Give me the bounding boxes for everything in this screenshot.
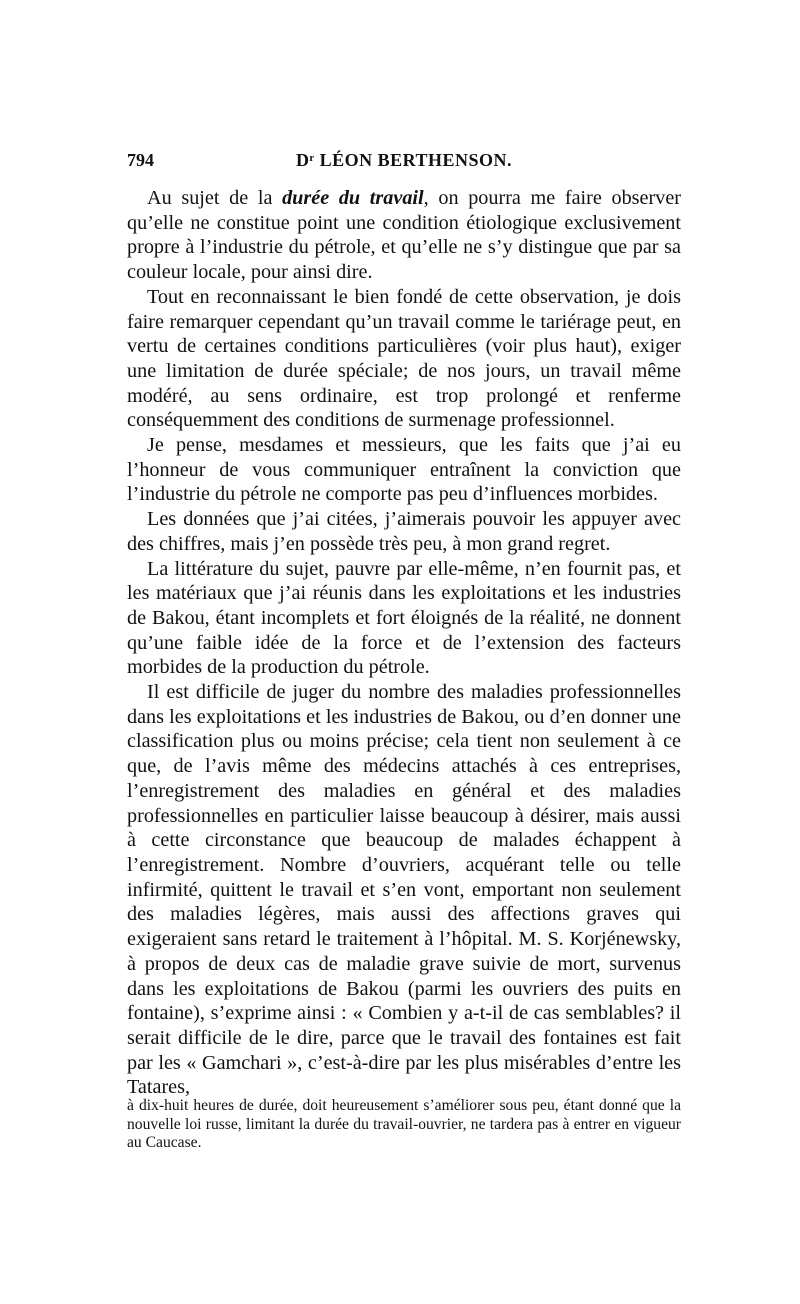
page-number: 794 [127,150,154,170]
paragraph-2: Tout en reconnaissant le bien fondé de cette observation, je dois faire remarquer cependant qu’un travail comme le tariérage peut, en vertu de certaines conditions particulières (voir plus haut), exiger une limitation de durée spéciale; de nos jours, un travail même modéré, au sens ordinaire, est trop prolongé et renferme conséquemment des conditions de surmenage professionnel. [127,285,681,432]
running-title: Dʳ LÉON BERTHENSON. [296,150,512,170]
paragraph-6: Il est difficile de juger du nombre des maladies professionnelles dans les exploitations et les industries de Bakou, ou d’en donner une classification plus ou moins précise; cela tient non seulement à ce que, de l’avis même des médecins attachés à ces entreprises, l’enregistrement des maladies en général et des maladies professionnelles en particulier laisse beaucoup à désirer, mais aussi à cette circonstance que beaucoup de malades échappent à l’enregistrement. Nombre d’ouvriers, acquérant telle ou telle infirmité, quittent le travail et s’en vont, emportant non seulement des maladies légères, mais aussi des affections graves qui exigeraient sans retard le traitement à l’hôpital. M. S. Korjénewsky, à propos de deux cas de maladie grave suivie de mort, survenus dans les exploitations de Bakou (parmi les ouvriers des puits en fontaine), s’exprime ainsi : « Combien y a-t-il de cas semblables? il serait difficile de le dire, parce que le travail des fontaines est fait par les « Gamchari », c’est-à-dire par les plus misérables d’entre les Tatares, [127,681,681,1099]
paragraph-3: Je pense, mesdames et messieurs, que les faits que j’ai eu l’honneur de vous communiquer entraînent la conviction que l’industrie du pétrole ne comporte pas peu d’influences morbides. [127,434,681,506]
body-text [127,186,681,1100]
footnote [127,1097,681,1153]
paragraph-1-intro: Au sujet de la [147,187,283,209]
paragraph-4: Les données que j’ai citées, j’aimerais pouvoir les appuyer avec des chiffres, mais j’en possède très peu, à mon grand regret. [127,508,681,555]
footnote-text: à dix-huit heures de durée, doit heureusement s’améliorer sous peu, étant donné que la nouvelle loi russe, limitant la durée du travail-ouvrier, ne tardera pas à entrer en vigueur au Caucase. [127,1097,681,1151]
paragraph-5: La littérature du sujet, pauvre par elle-même, n’en fournit pas, et les matériaux que j’ai réunis dans les exploitations et les industries de Bakou, étant incomplets et fort éloignés de la réalité, ne donnent qu’une faible idée de la force et de l’extension des facteurs morbides de la production du pétrole. [127,557,681,679]
page-header [127,150,681,180]
paragraph-1-rest: , on pourra me faire observer qu’elle ne constitue point une condition étiologique exclusivement propre à l’industrie du pétrole, et qu’elle ne s’y distingue que par sa couleur locale, pour ainsi dire. [127,187,681,284]
emphasis-duree-du-travail: durée du travail [282,187,424,209]
paragraph-1 [127,186,681,285]
